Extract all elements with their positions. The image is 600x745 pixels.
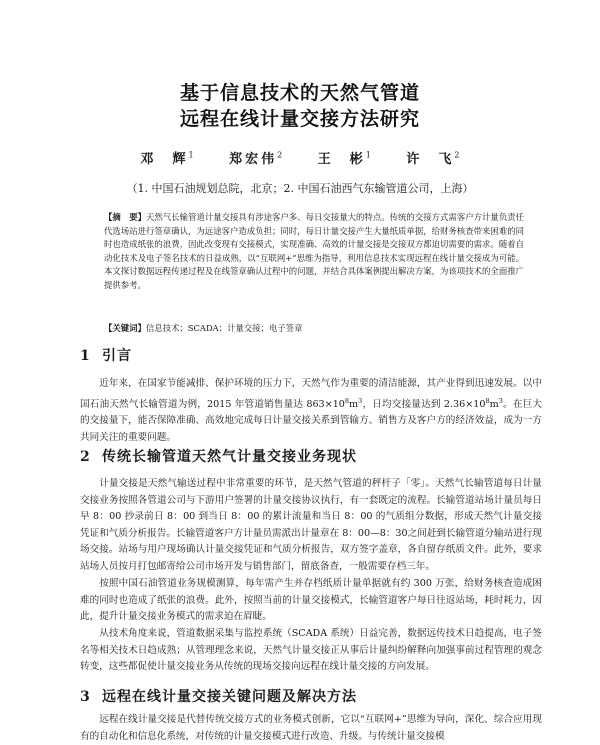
author: 许 飞$^2$ — [406, 150, 460, 167]
paragraph: 远程在线计量交接是代替传统交接方式的业务模式创新，它以“互联网+”思维为导向，深化、综合应用现有的自动化和信息化系统，对传统的计量交接模式进行改造、升级。与传统计量交接模 — [80, 714, 542, 742]
paragraph: 按照中国石油管道业务规模测算，每年需产生并存档纸质计量单据就有约 300 万张，给财务核查造成困难的同时也造成了纸张的浪费。此外，按照当前的计量交接模式，长输管道客户每日往返站场，耗时耗力，因此，提升计量交接业务模式的需求迫在眉睫。 — [80, 578, 542, 623]
paragraph: 近年来，在国家节能减排、保护环境的压力下，天然气作为重要的清洁能源，其产业得到迅速发展。以中国石油天然气长输管道为例，2015 年管道销售量达 $863\times 10^8m^3$，日均交接量达到 $2.36\times 10^8m^3$。在巨大的交接量下，能否保障准确、高效地完成每日计量交接关系到管输方、销售方及客户方的经济效益，成为一方共同关注的重要问题。 — [80, 378, 542, 443]
paper-title-line-1: 基于信息技术的天然气管道 — [179, 82, 420, 104]
section-heading-1: 1 引言 — [80, 348, 132, 364]
author: 邓 辉$^1$ — [140, 150, 194, 167]
abstract — [104, 211, 524, 293]
section-heading-3: 3 远程在线计量交接关键问题及解决方法 — [80, 689, 357, 705]
section-heading-2: 2 传统长输管道天然气计量交接业务现状 — [80, 449, 357, 465]
abstract-label: 【摘 要】 — [104, 212, 147, 222]
author: 王 彬$^1$ — [317, 150, 371, 167]
affiliation: （1. 中国石油规划总院，北京；2. 中国石油西气东输管道公司，上海） — [126, 182, 474, 195]
abstract-text: 天然气长输管道计量交接具有涉途客户多、每日交接量大的特点。传统的交接方式需客户方计量负责任代选场站进行签章确认，为远途客户造成负担；同时，每日计量交接产生大量纸质单据，给财务核查带来困难的同时也造成纸张的浪费，因此改变现有交接模式，实现准确、高效的计量交接是交接双方都迫切需要的需求。随着自动化技术及电子签名技术的日益成熟，以“互联网+”思维为指导，利用信息技术实现远程在线计量交接成为可能。本文探讨数据远程传递过程及在线签章确认过程中的问题，并结合具体案例提出解决方案，为该项技术的全面推广提供参考。 — [104, 212, 525, 290]
author-list — [0, 148, 600, 167]
keywords-text: 信息技术；SCADA；计量交接；电子签章 — [145, 323, 303, 333]
keywords — [104, 322, 524, 334]
author: 郑宏伟$^2$ — [229, 150, 283, 167]
keywords-label: 【关键词】 — [104, 323, 146, 333]
paper-title-line-2: 远程在线计量交接方法研究 — [179, 108, 420, 130]
paragraph: 从技术角度来说，管道数据采集与监控系统（SCADA 系统）日益完善，数据远传技术日趋提高，电子签名等相关技术日趋成熟；从管理理念来说，天然气计量交接正从事后计量纠纷解释向加强事前过程管理的观念转变，这些都促使计量交接业务从传统的现场交接向远程在线计量交接的方向发展。 — [80, 628, 542, 673]
paragraph: 计量交接是天然气输送过程中非常重要的环节，是天然气管道的秤杆子「零」。天然气长输管道每日计量交接业务按照各管道公司与下游用户签署的计量交接协议执行，有一套既定的流程。长输管道站场计量员每日早 8：00 抄录前日 8：00 到当日 8：00 的累计流量和当日 8：00 的气质组分数据，形成天然气计量交接凭证和气质分析报告。长输管道客户方计量员需派出计量章在 8：00—8：30之间赶到长输管道分输站进行现场交接。站场与用户现场确认计量交接凭证和气质分析报告，双方签字盖章，各自留存纸质文件。此外，要求站场人员按月打包邮寄给公司市场开发与销售部门，留底备查，一般需要存档三年。 — [80, 478, 542, 572]
